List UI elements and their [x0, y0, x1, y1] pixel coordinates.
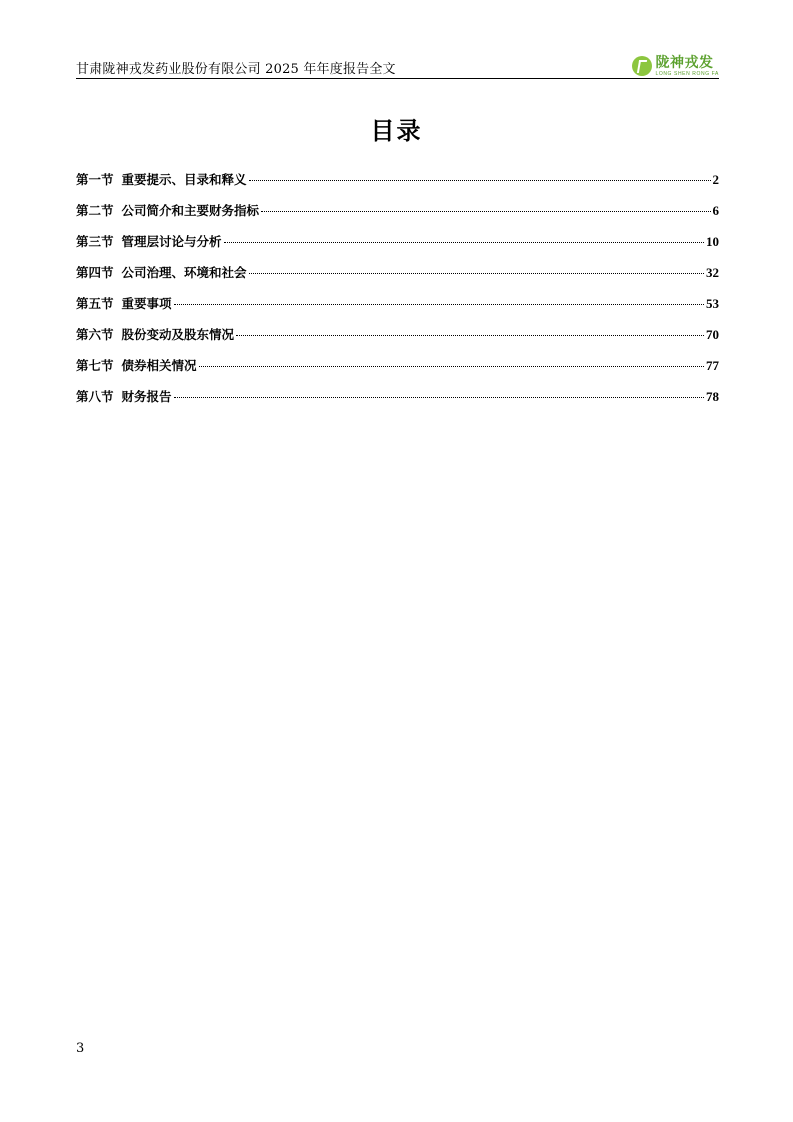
toc-item[interactable] — [76, 387, 719, 418]
toc-title: 目录 — [370, 117, 423, 145]
toc-item-number: 第八节 — [76, 389, 114, 404]
company-logo — [632, 54, 719, 78]
toc-item-name: 债券相关情况 — [121, 358, 197, 373]
toc-item-name: 重要事项 — [121, 296, 172, 311]
toc-dot-leader — [174, 397, 704, 398]
toc-item-page: 53 — [706, 296, 719, 311]
toc-item-page: 77 — [706, 358, 719, 373]
toc-dot-leader — [224, 242, 704, 243]
page-header — [76, 54, 719, 78]
toc-item[interactable] — [76, 201, 719, 232]
toc-item-name: 管理层讨论与分析 — [121, 234, 222, 249]
toc-item-number: 第五节 — [76, 296, 114, 311]
page-number: 3 — [76, 1041, 85, 1056]
toc-item-page: 32 — [706, 265, 719, 280]
toc-item-number: 第七节 — [76, 358, 114, 373]
toc-dot-leader — [199, 366, 704, 367]
toc-item[interactable] — [76, 325, 719, 356]
toc-item-name: 股份变动及股东情况 — [121, 327, 235, 342]
toc-dot-leader — [249, 180, 711, 181]
table-of-contents — [76, 170, 719, 418]
toc-item-page: 2 — [712, 172, 719, 187]
toc-item[interactable] — [76, 170, 719, 201]
toc-item[interactable] — [76, 356, 719, 387]
logo-name-cn: 陇神戎发 — [655, 54, 714, 71]
toc-dot-leader — [236, 335, 704, 336]
toc-item-page: 78 — [706, 389, 719, 404]
toc-item-page: 6 — [712, 203, 719, 218]
toc-item-page: 70 — [706, 327, 719, 342]
toc-item-number: 第三节 — [76, 234, 114, 249]
toc-item-number: 第二节 — [76, 203, 114, 218]
toc-item[interactable] — [76, 294, 719, 325]
toc-item-name: 公司简介和主要财务指标 — [121, 203, 260, 218]
logo-mark-icon — [632, 56, 652, 76]
toc-item-page: 10 — [706, 234, 719, 249]
toc-item-number: 第一节 — [76, 172, 114, 187]
toc-dot-leader — [261, 211, 710, 212]
toc-item-name: 重要提示、目录和释义 — [121, 172, 247, 187]
toc-item[interactable] — [76, 232, 719, 263]
header-divider — [76, 78, 719, 79]
logo-text — [655, 56, 719, 77]
toc-item-name: 公司治理、环境和社会 — [121, 265, 247, 280]
header-title: 甘肃陇神戎发药业股份有限公司 2025 年年度报告全文 — [76, 62, 396, 77]
toc-dot-leader — [174, 304, 704, 305]
toc-item[interactable] — [76, 263, 719, 294]
toc-dot-leader — [249, 273, 704, 274]
toc-item-number: 第六节 — [76, 327, 114, 342]
toc-item-name: 财务报告 — [121, 389, 172, 404]
logo-name-en: LONG SHEN RONG FA — [655, 70, 719, 77]
toc-item-number: 第四节 — [76, 265, 114, 280]
